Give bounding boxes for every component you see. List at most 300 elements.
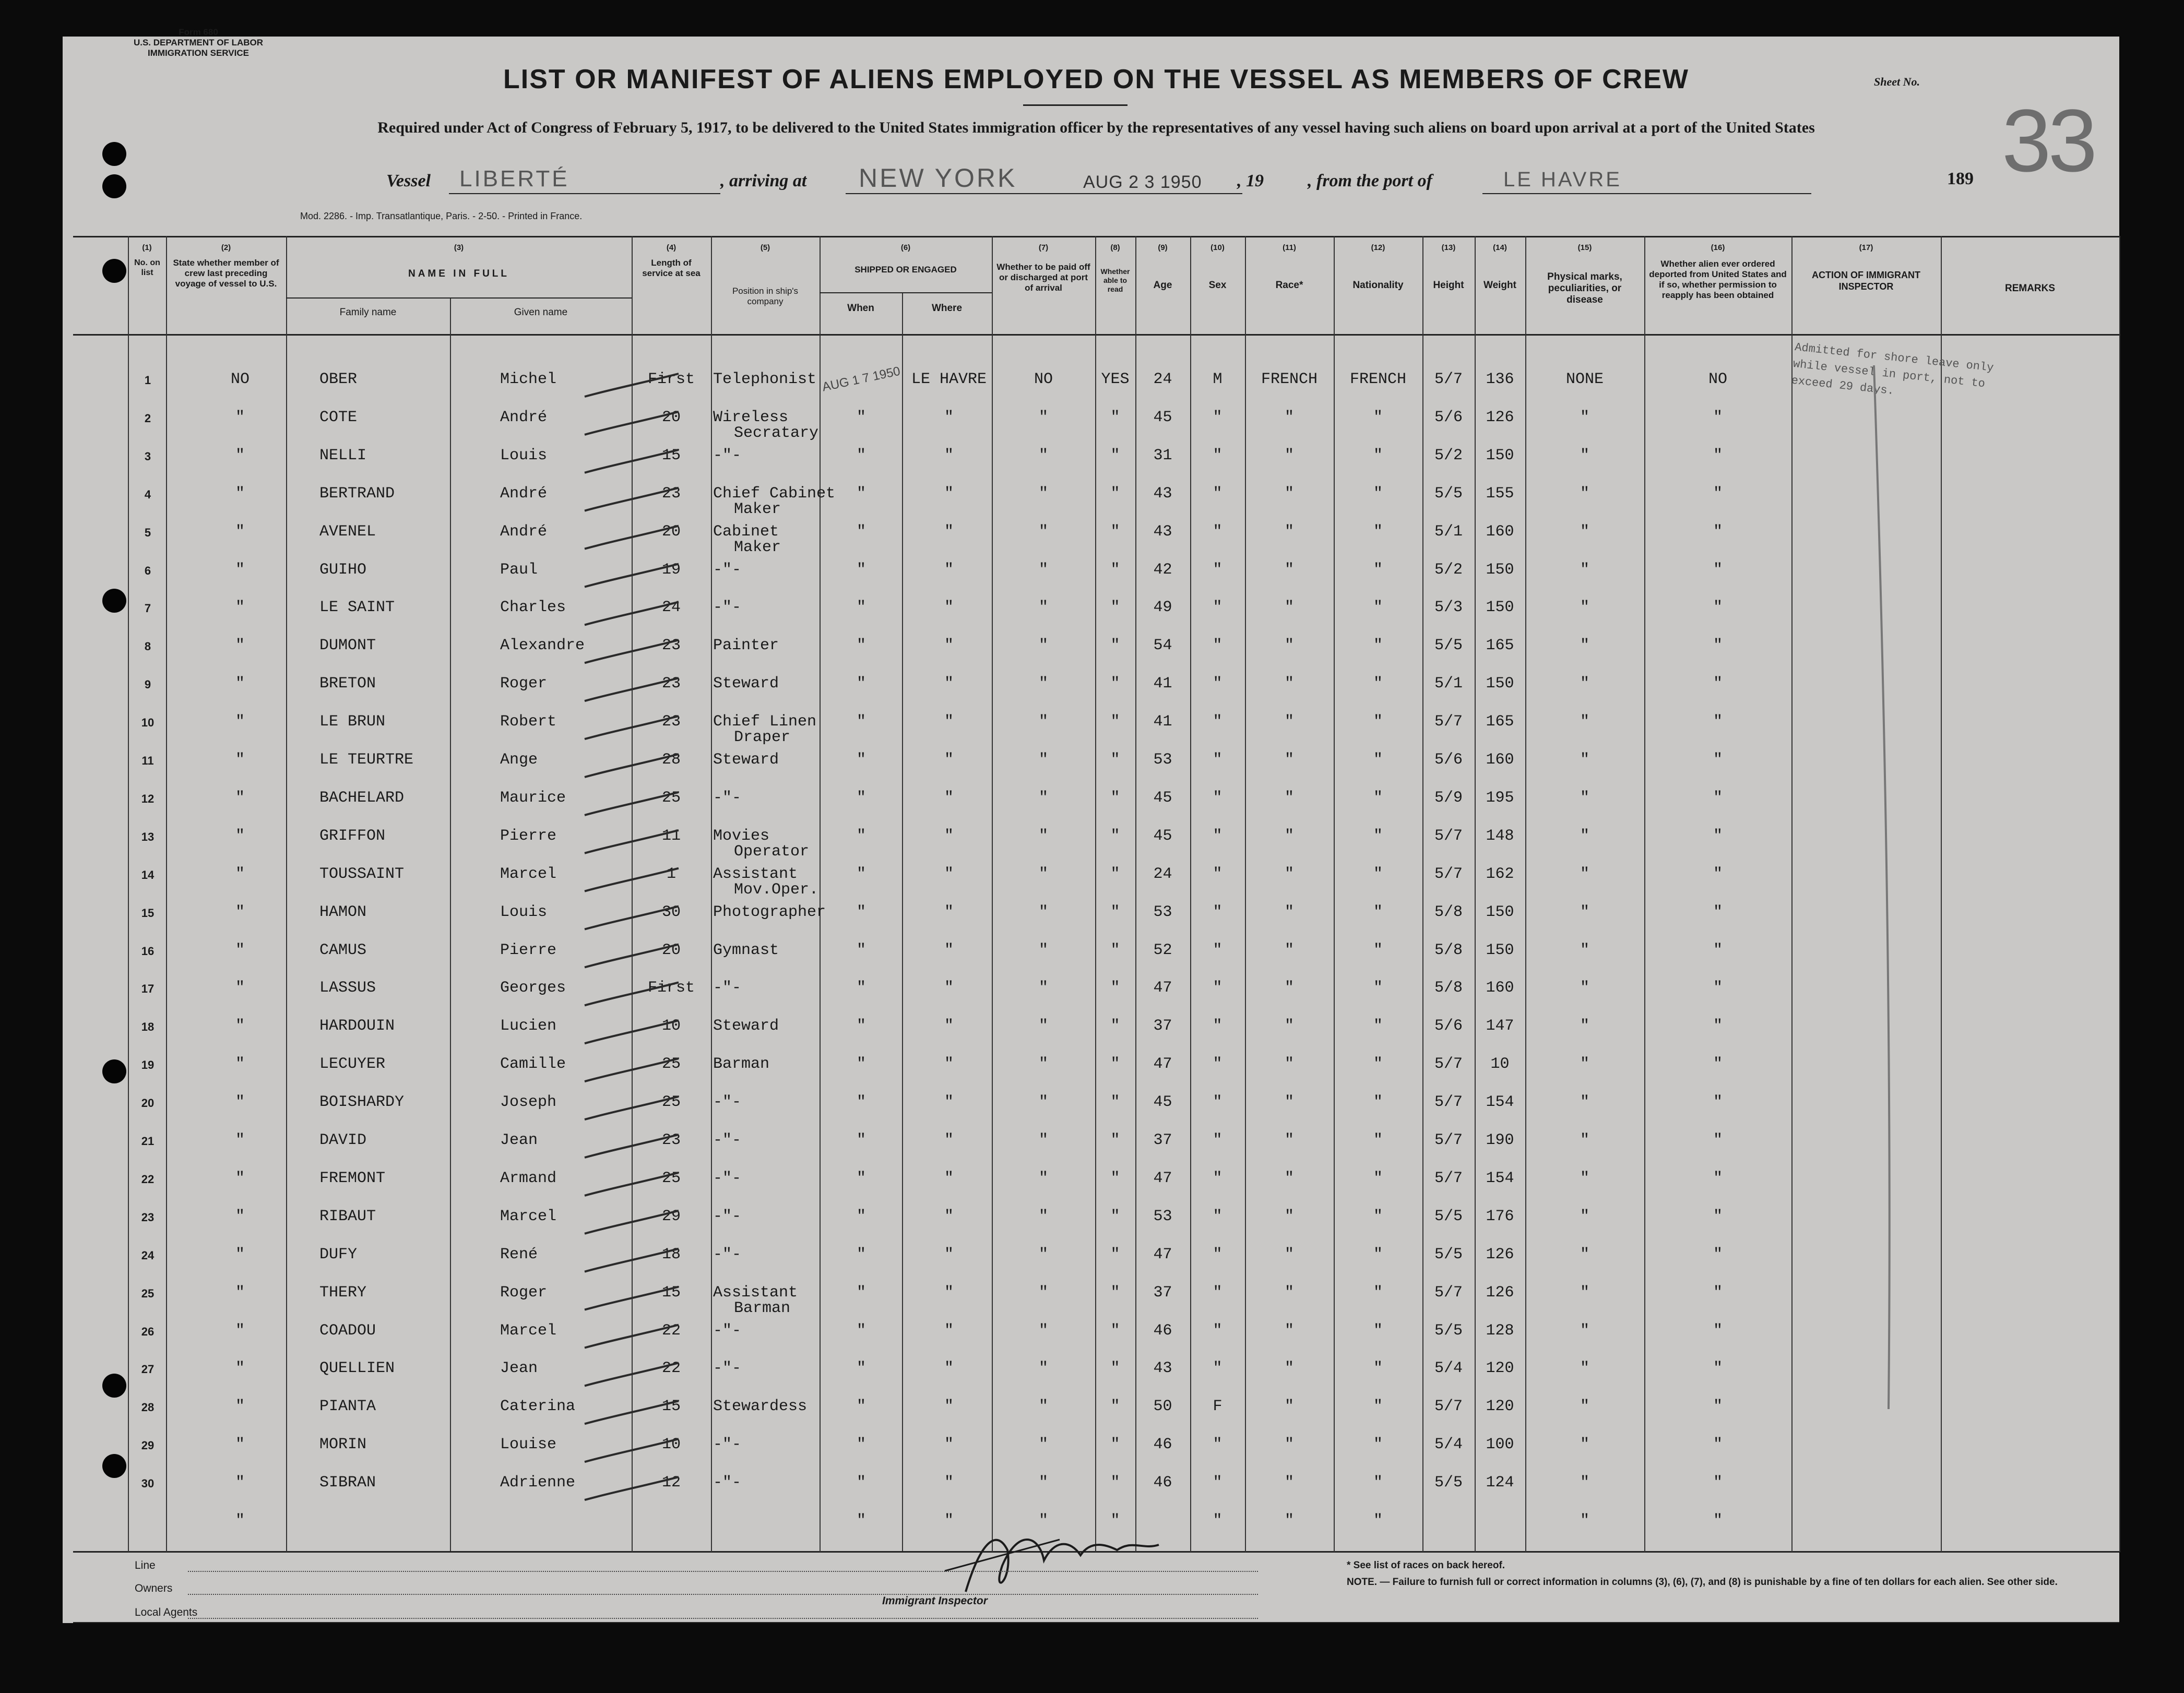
table-top-border xyxy=(73,236,2119,237)
cell-age: 47 xyxy=(1153,1169,1172,1187)
cell-height: 5/6 xyxy=(1434,1017,1463,1035)
cell-weight: 162 xyxy=(1486,865,1514,883)
row-number: 7 xyxy=(144,602,151,615)
cell-read: " xyxy=(1110,1093,1120,1112)
cell-sex: " xyxy=(1213,751,1222,769)
cell-marks: " xyxy=(1580,637,1589,655)
cell-height: 5/9 xyxy=(1434,789,1463,807)
cell-weight: 195 xyxy=(1486,789,1514,807)
name-subheader-rule xyxy=(286,297,632,299)
vessel-underline xyxy=(449,193,720,194)
cell-weight: 128 xyxy=(1486,1321,1514,1340)
cell-paid: " xyxy=(1038,1512,1048,1530)
cell-deported: " xyxy=(1713,1245,1723,1263)
cell-race: " xyxy=(1284,561,1294,579)
cell-prev: " xyxy=(235,1436,245,1454)
cell-prev: " xyxy=(235,675,245,693)
cell-sex: " xyxy=(1213,561,1222,579)
cell-deported: " xyxy=(1713,789,1723,807)
row-number: 16 xyxy=(141,944,155,958)
cell-family: BERTRAND xyxy=(319,484,395,503)
cell-when: " xyxy=(856,1169,866,1187)
cell-service: 30 xyxy=(661,903,681,921)
cell-weight: 120 xyxy=(1486,1360,1514,1378)
cell-when: " xyxy=(856,1512,866,1530)
cell-height: 5/8 xyxy=(1434,941,1463,959)
cell-sex: " xyxy=(1213,1017,1222,1035)
cell-age: 46 xyxy=(1153,1321,1172,1340)
cell-family: THERY xyxy=(319,1283,367,1302)
cell-read: " xyxy=(1110,1512,1120,1530)
col-head-family: Family name xyxy=(339,307,397,318)
cell-deported: " xyxy=(1713,1360,1723,1378)
cell-nat: " xyxy=(1373,1131,1383,1149)
cell-family: HAMON xyxy=(319,903,367,921)
cell-when: " xyxy=(856,599,866,617)
cell-read: " xyxy=(1110,903,1120,921)
cell-deported: " xyxy=(1713,561,1723,579)
cell-prev: " xyxy=(235,1207,245,1225)
binder-hole xyxy=(102,1059,126,1083)
remarks-stamp: Admitted for shore leave only while vessel in port, not to exceed 29 days. xyxy=(1790,340,1995,398)
tick-mark xyxy=(585,640,679,663)
cell-deported: " xyxy=(1713,599,1723,617)
cell-family: DAVID xyxy=(319,1131,367,1149)
cell-position: -"- xyxy=(713,789,742,807)
cell-read: " xyxy=(1110,1169,1120,1187)
row-number: 29 xyxy=(141,1439,155,1452)
cell-marks: " xyxy=(1580,865,1589,883)
cell-read: " xyxy=(1110,561,1120,579)
cell-when: AUG 1 7 1950 xyxy=(821,364,902,395)
cell-position-line2: Draper xyxy=(734,729,791,747)
row-number: 2 xyxy=(144,411,151,425)
cell-age: 24 xyxy=(1153,371,1172,388)
tick-mark xyxy=(585,1363,679,1386)
cell-service: 11 xyxy=(661,827,681,845)
cell-nat: " xyxy=(1373,1436,1383,1454)
cell-race: " xyxy=(1284,1321,1294,1340)
cell-service: First xyxy=(647,371,695,388)
binder-hole xyxy=(102,1374,126,1398)
cell-read: " xyxy=(1110,1436,1120,1454)
cell-where: LE HAVRE xyxy=(911,371,987,388)
footer-agents-label: Local Agents xyxy=(135,1606,198,1618)
cell-marks: " xyxy=(1580,713,1589,731)
cell-race: " xyxy=(1284,1245,1294,1263)
cell-prev: " xyxy=(235,637,245,655)
cell-race: " xyxy=(1284,1131,1294,1149)
cell-family: LE TEURTRE xyxy=(319,751,414,769)
row-number: 21 xyxy=(141,1135,155,1148)
cell-service: 28 xyxy=(661,751,681,769)
tick-mark xyxy=(585,907,679,929)
cell-age: 24 xyxy=(1153,865,1172,883)
cell-sex: " xyxy=(1213,903,1222,921)
cell-age: 45 xyxy=(1153,827,1172,845)
cell-age: 54 xyxy=(1153,637,1172,655)
cell-nat: " xyxy=(1373,675,1383,693)
cell-given: Joseph xyxy=(500,1093,557,1112)
cell-read: " xyxy=(1110,751,1120,769)
cell-nat: " xyxy=(1373,1321,1383,1340)
col-num: (4) xyxy=(666,243,676,252)
tick-marks xyxy=(574,334,731,1513)
cell-when: " xyxy=(856,789,866,807)
cell-service: 24 xyxy=(661,599,681,617)
cell-weight: 100 xyxy=(1486,1436,1514,1454)
cell-read: " xyxy=(1110,713,1120,731)
cell-prev: " xyxy=(235,446,245,464)
cell-nat: " xyxy=(1373,1398,1383,1416)
cell-marks: " xyxy=(1580,1131,1589,1149)
cell-sex: " xyxy=(1213,1093,1222,1112)
cell-marks: " xyxy=(1580,751,1589,769)
cell-height: 5/7 xyxy=(1434,865,1463,883)
cell-when: " xyxy=(856,751,866,769)
cell-read: " xyxy=(1110,1474,1120,1492)
cell-race: " xyxy=(1284,1283,1294,1302)
col-rule xyxy=(1791,236,1793,1552)
col-num: (17) xyxy=(1859,243,1873,252)
row-number: 12 xyxy=(141,792,155,805)
cell-age: 53 xyxy=(1153,1207,1172,1225)
page-bottom-border xyxy=(73,1622,2119,1623)
cell-given: Louise xyxy=(500,1436,557,1454)
cell-weight: 160 xyxy=(1486,522,1514,541)
cell-marks: " xyxy=(1580,1398,1589,1416)
tick-mark xyxy=(585,1325,679,1348)
cell-nat: " xyxy=(1373,484,1383,503)
cell-family: NELLI xyxy=(319,446,367,464)
cell-family: PIANTA xyxy=(319,1398,376,1416)
cell-when: " xyxy=(856,1017,866,1035)
cell-read: " xyxy=(1110,941,1120,959)
row-number: 3 xyxy=(144,449,151,463)
cell-weight: 150 xyxy=(1486,446,1514,464)
cell-marks: NONE xyxy=(1565,371,1604,388)
cell-race: " xyxy=(1284,599,1294,617)
cell-sex: " xyxy=(1213,1436,1222,1454)
col-rule xyxy=(286,236,287,1552)
cell-service: 18 xyxy=(661,1245,681,1263)
cell-service: 15 xyxy=(661,1398,681,1416)
cell-position: -"- xyxy=(713,1131,742,1149)
cell-deported: " xyxy=(1713,484,1723,503)
cell-marks: " xyxy=(1580,561,1589,579)
cell-race: " xyxy=(1284,408,1294,426)
cell-height: 5/2 xyxy=(1434,561,1463,579)
cell-family: COADOU xyxy=(319,1321,376,1340)
cell-weight: 147 xyxy=(1486,1017,1514,1035)
cell-deported: " xyxy=(1713,827,1723,845)
footer-line-label: Line xyxy=(135,1559,156,1571)
cell-where: " xyxy=(944,941,954,959)
cell-when: " xyxy=(856,713,866,731)
cell-sex: " xyxy=(1213,1474,1222,1492)
cell-marks: " xyxy=(1580,1245,1589,1263)
cell-height: 5/7 xyxy=(1434,1131,1463,1149)
cell-deported: " xyxy=(1713,713,1723,731)
cell-where: " xyxy=(944,979,954,997)
binder-hole xyxy=(102,174,126,198)
col-rule xyxy=(166,236,167,1552)
cell-deported: " xyxy=(1713,1093,1723,1112)
cell-sex: " xyxy=(1213,446,1222,464)
cell-family: BOISHARDY xyxy=(319,1093,405,1112)
row-number: 28 xyxy=(141,1401,155,1414)
cell-position-line2: Secratary xyxy=(734,424,819,442)
cell-given: Jean xyxy=(500,1360,538,1378)
cell-given: Louis xyxy=(500,903,548,921)
cell-family: CAMUS xyxy=(319,941,367,959)
cell-given: André xyxy=(500,408,548,426)
cell-where: " xyxy=(944,1017,954,1035)
cell-race: " xyxy=(1284,484,1294,503)
cell-position-line2: Maker xyxy=(734,538,781,556)
col-head-marks: Physical marks, peculiarities, or disease xyxy=(1547,271,1622,305)
col-rule xyxy=(1422,236,1423,1552)
cell-height: 5/5 xyxy=(1434,1245,1463,1263)
cell-position: Painter xyxy=(713,637,779,655)
tick-mark xyxy=(585,564,679,587)
cell-read: " xyxy=(1110,789,1120,807)
cell-family: LASSUS xyxy=(319,979,376,997)
cell-when: " xyxy=(856,1131,866,1149)
cell-deported: " xyxy=(1713,941,1723,959)
col-rule xyxy=(1525,236,1526,1552)
cell-nat: " xyxy=(1373,1093,1383,1112)
year-label: , 19 xyxy=(1237,171,1264,190)
col-head-position: Position in ship's company xyxy=(732,286,799,306)
col-rule xyxy=(2119,236,2120,1552)
row-number: 18 xyxy=(141,1020,155,1034)
cell-nat: " xyxy=(1373,522,1383,541)
cell-weight: 150 xyxy=(1486,599,1514,617)
cell-age: 43 xyxy=(1153,1360,1172,1378)
cell-sex: M xyxy=(1213,371,1222,388)
cell-position: -"- xyxy=(713,1321,742,1340)
cell-position-line2: Operator xyxy=(734,842,810,861)
cell-service: 15 xyxy=(661,1283,681,1302)
cell-nat: " xyxy=(1373,1017,1383,1035)
cell-height: 5/7 xyxy=(1434,827,1463,845)
cell-marks: " xyxy=(1580,827,1589,845)
cell-position: Steward xyxy=(713,1017,779,1035)
col-head-race: Race* xyxy=(1275,280,1303,291)
cell-nat: " xyxy=(1373,941,1383,959)
cell-where: " xyxy=(944,789,954,807)
row-number: 8 xyxy=(144,640,151,653)
col-head-height: Height xyxy=(1433,280,1464,291)
footer-owners-rule xyxy=(188,1594,1258,1595)
cell-height: 5/6 xyxy=(1434,751,1463,769)
binder-hole xyxy=(102,142,126,166)
cell-read: " xyxy=(1110,637,1120,655)
cell-sex: " xyxy=(1213,1360,1222,1378)
cell-nat: " xyxy=(1373,637,1383,655)
cell-paid: " xyxy=(1038,1207,1048,1225)
cell-age: 53 xyxy=(1153,903,1172,921)
cell-given: Camille xyxy=(500,1055,566,1074)
row-number: 10 xyxy=(141,716,155,730)
col-head-deported: Whether alien ever ordered deported from United States and if so, whether permission to reapply has been obtained xyxy=(1649,259,1787,300)
cell-read: " xyxy=(1110,827,1120,845)
tick-mark xyxy=(585,1020,679,1043)
cell-when: " xyxy=(856,1207,866,1225)
cell-race: " xyxy=(1284,1169,1294,1187)
vessel-name: LIBERTÉ xyxy=(459,166,569,192)
cell-prev: " xyxy=(235,599,245,617)
cell-paid: " xyxy=(1038,561,1048,579)
col-head-state: State whether member of crew last preceding voyage of vessel to U.S. xyxy=(173,258,279,289)
cell-sex: " xyxy=(1213,1283,1222,1302)
cell-position: Cabinet xyxy=(713,522,779,541)
col-num: (3) xyxy=(454,243,464,252)
tick-mark xyxy=(585,830,679,853)
shipped-subheader-rule xyxy=(820,292,992,293)
cell-sex: " xyxy=(1213,1207,1222,1225)
cell-marks: " xyxy=(1580,408,1589,426)
tick-mark xyxy=(585,1135,679,1158)
cell-race: " xyxy=(1284,751,1294,769)
cell-when: " xyxy=(856,1093,866,1112)
cell-height: 5/2 xyxy=(1434,446,1463,464)
cell-given: Roger xyxy=(500,675,548,693)
col-head-remarks: REMARKS xyxy=(2004,283,2056,294)
cell-weight: 160 xyxy=(1486,751,1514,769)
cell-family: GRIFFON xyxy=(319,827,386,845)
binder-hole xyxy=(102,259,126,283)
cell-height: 5/7 xyxy=(1434,1169,1463,1187)
cell-position: Photographer xyxy=(713,903,826,921)
cell-race: " xyxy=(1284,1017,1294,1035)
cell-race: " xyxy=(1284,675,1294,693)
cell-paid: NO xyxy=(1034,371,1053,388)
cell-prev: " xyxy=(235,1093,245,1112)
row-number: 22 xyxy=(141,1172,155,1186)
cell-deported: NO xyxy=(1708,371,1727,388)
cell-paid: " xyxy=(1038,446,1048,464)
cell-paid: " xyxy=(1038,865,1048,883)
cell-paid: " xyxy=(1038,789,1048,807)
cell-given: Pierre xyxy=(500,941,557,959)
cell-given: Marcel xyxy=(500,1207,557,1225)
cell-service: 25 xyxy=(661,1093,681,1112)
col-head-sex: Sex xyxy=(1208,280,1227,291)
cell-where: " xyxy=(944,903,954,921)
cell-deported: " xyxy=(1713,1055,1723,1074)
cell-sex: " xyxy=(1213,1169,1222,1187)
col-rule xyxy=(1190,236,1191,1552)
cell-nat: " xyxy=(1373,408,1383,426)
cell-read: " xyxy=(1110,1398,1120,1416)
cell-age: 37 xyxy=(1153,1017,1172,1035)
cell-deported: " xyxy=(1713,1131,1723,1149)
tick-mark xyxy=(585,868,679,891)
cell-weight: 150 xyxy=(1486,903,1514,921)
cell-age: 37 xyxy=(1153,1131,1172,1149)
cell-when: " xyxy=(856,1321,866,1340)
cell-race: " xyxy=(1284,1360,1294,1378)
sheet-number: 33 xyxy=(2002,91,2095,190)
cell-position: Steward xyxy=(713,751,779,769)
cell-age: 42 xyxy=(1153,561,1172,579)
cell-service: 1 xyxy=(666,865,676,883)
cell-read: " xyxy=(1110,522,1120,541)
row-number: 30 xyxy=(141,1477,155,1491)
cell-prev: " xyxy=(235,865,245,883)
department: U.S. DEPARTMENT OF LABOR xyxy=(133,38,264,47)
cell-paid: " xyxy=(1038,1169,1048,1187)
cell-marks: " xyxy=(1580,484,1589,503)
cell-paid: " xyxy=(1038,1017,1048,1035)
tick-mark xyxy=(585,374,679,397)
cell-family: LECUYER xyxy=(319,1055,386,1074)
cell-service: 23 xyxy=(661,484,681,503)
cell-nat: " xyxy=(1373,1169,1383,1187)
cell-family: LE BRUN xyxy=(319,713,386,731)
tick-mark xyxy=(585,1439,679,1462)
cell-when: " xyxy=(856,1283,866,1302)
cell-marks: " xyxy=(1580,599,1589,617)
col-rule xyxy=(1644,236,1645,1552)
cell-paid: " xyxy=(1038,751,1048,769)
cell-sex: " xyxy=(1213,1131,1222,1149)
row-number: 15 xyxy=(141,906,155,920)
cell-prev: " xyxy=(235,1360,245,1378)
cell-height: 5/4 xyxy=(1434,1436,1463,1454)
cell-deported: " xyxy=(1713,1017,1723,1035)
cell-given: André xyxy=(500,484,548,503)
cell-nat: " xyxy=(1373,751,1383,769)
cell-weight: 150 xyxy=(1486,561,1514,579)
cell-paid: " xyxy=(1038,903,1048,921)
cell-sex: " xyxy=(1213,637,1222,655)
cell-family: SIBRAN xyxy=(319,1474,376,1492)
cell-service: 12 xyxy=(661,1474,681,1492)
cell-read: " xyxy=(1110,1055,1120,1074)
cell-service: 25 xyxy=(661,789,681,807)
cell-read: " xyxy=(1110,599,1120,617)
cell-deported: " xyxy=(1713,751,1723,769)
cell-service: 23 xyxy=(661,1131,681,1149)
cell-weight: 176 xyxy=(1486,1207,1514,1225)
cell-read: " xyxy=(1110,675,1120,693)
col-head-paid: Whether to be paid off or discharged at port of arrival xyxy=(996,262,1090,293)
vessel-label: Vessel xyxy=(386,171,431,190)
cell-height: 5/1 xyxy=(1434,522,1463,541)
cell-sex: " xyxy=(1213,941,1222,959)
cell-nat: " xyxy=(1373,1512,1383,1530)
page-189: 189 xyxy=(1947,169,1974,188)
cell-weight: 155 xyxy=(1486,484,1514,503)
col-num: (1) xyxy=(142,243,152,252)
cell-given: Jean xyxy=(500,1131,538,1149)
cell-when: " xyxy=(856,408,866,426)
cell-height: 5/7 xyxy=(1434,1398,1463,1416)
cell-service: 23 xyxy=(661,675,681,693)
tick-mark xyxy=(585,1287,679,1310)
cell-service: 19 xyxy=(661,561,681,579)
cell-nat: " xyxy=(1373,903,1383,921)
cell-age: 43 xyxy=(1153,522,1172,541)
cell-age: 41 xyxy=(1153,675,1172,693)
cell-nat: " xyxy=(1373,1474,1383,1492)
cell-height: 5/5 xyxy=(1434,1321,1463,1340)
cell-marks: " xyxy=(1580,789,1589,807)
cell-weight: 190 xyxy=(1486,1131,1514,1149)
